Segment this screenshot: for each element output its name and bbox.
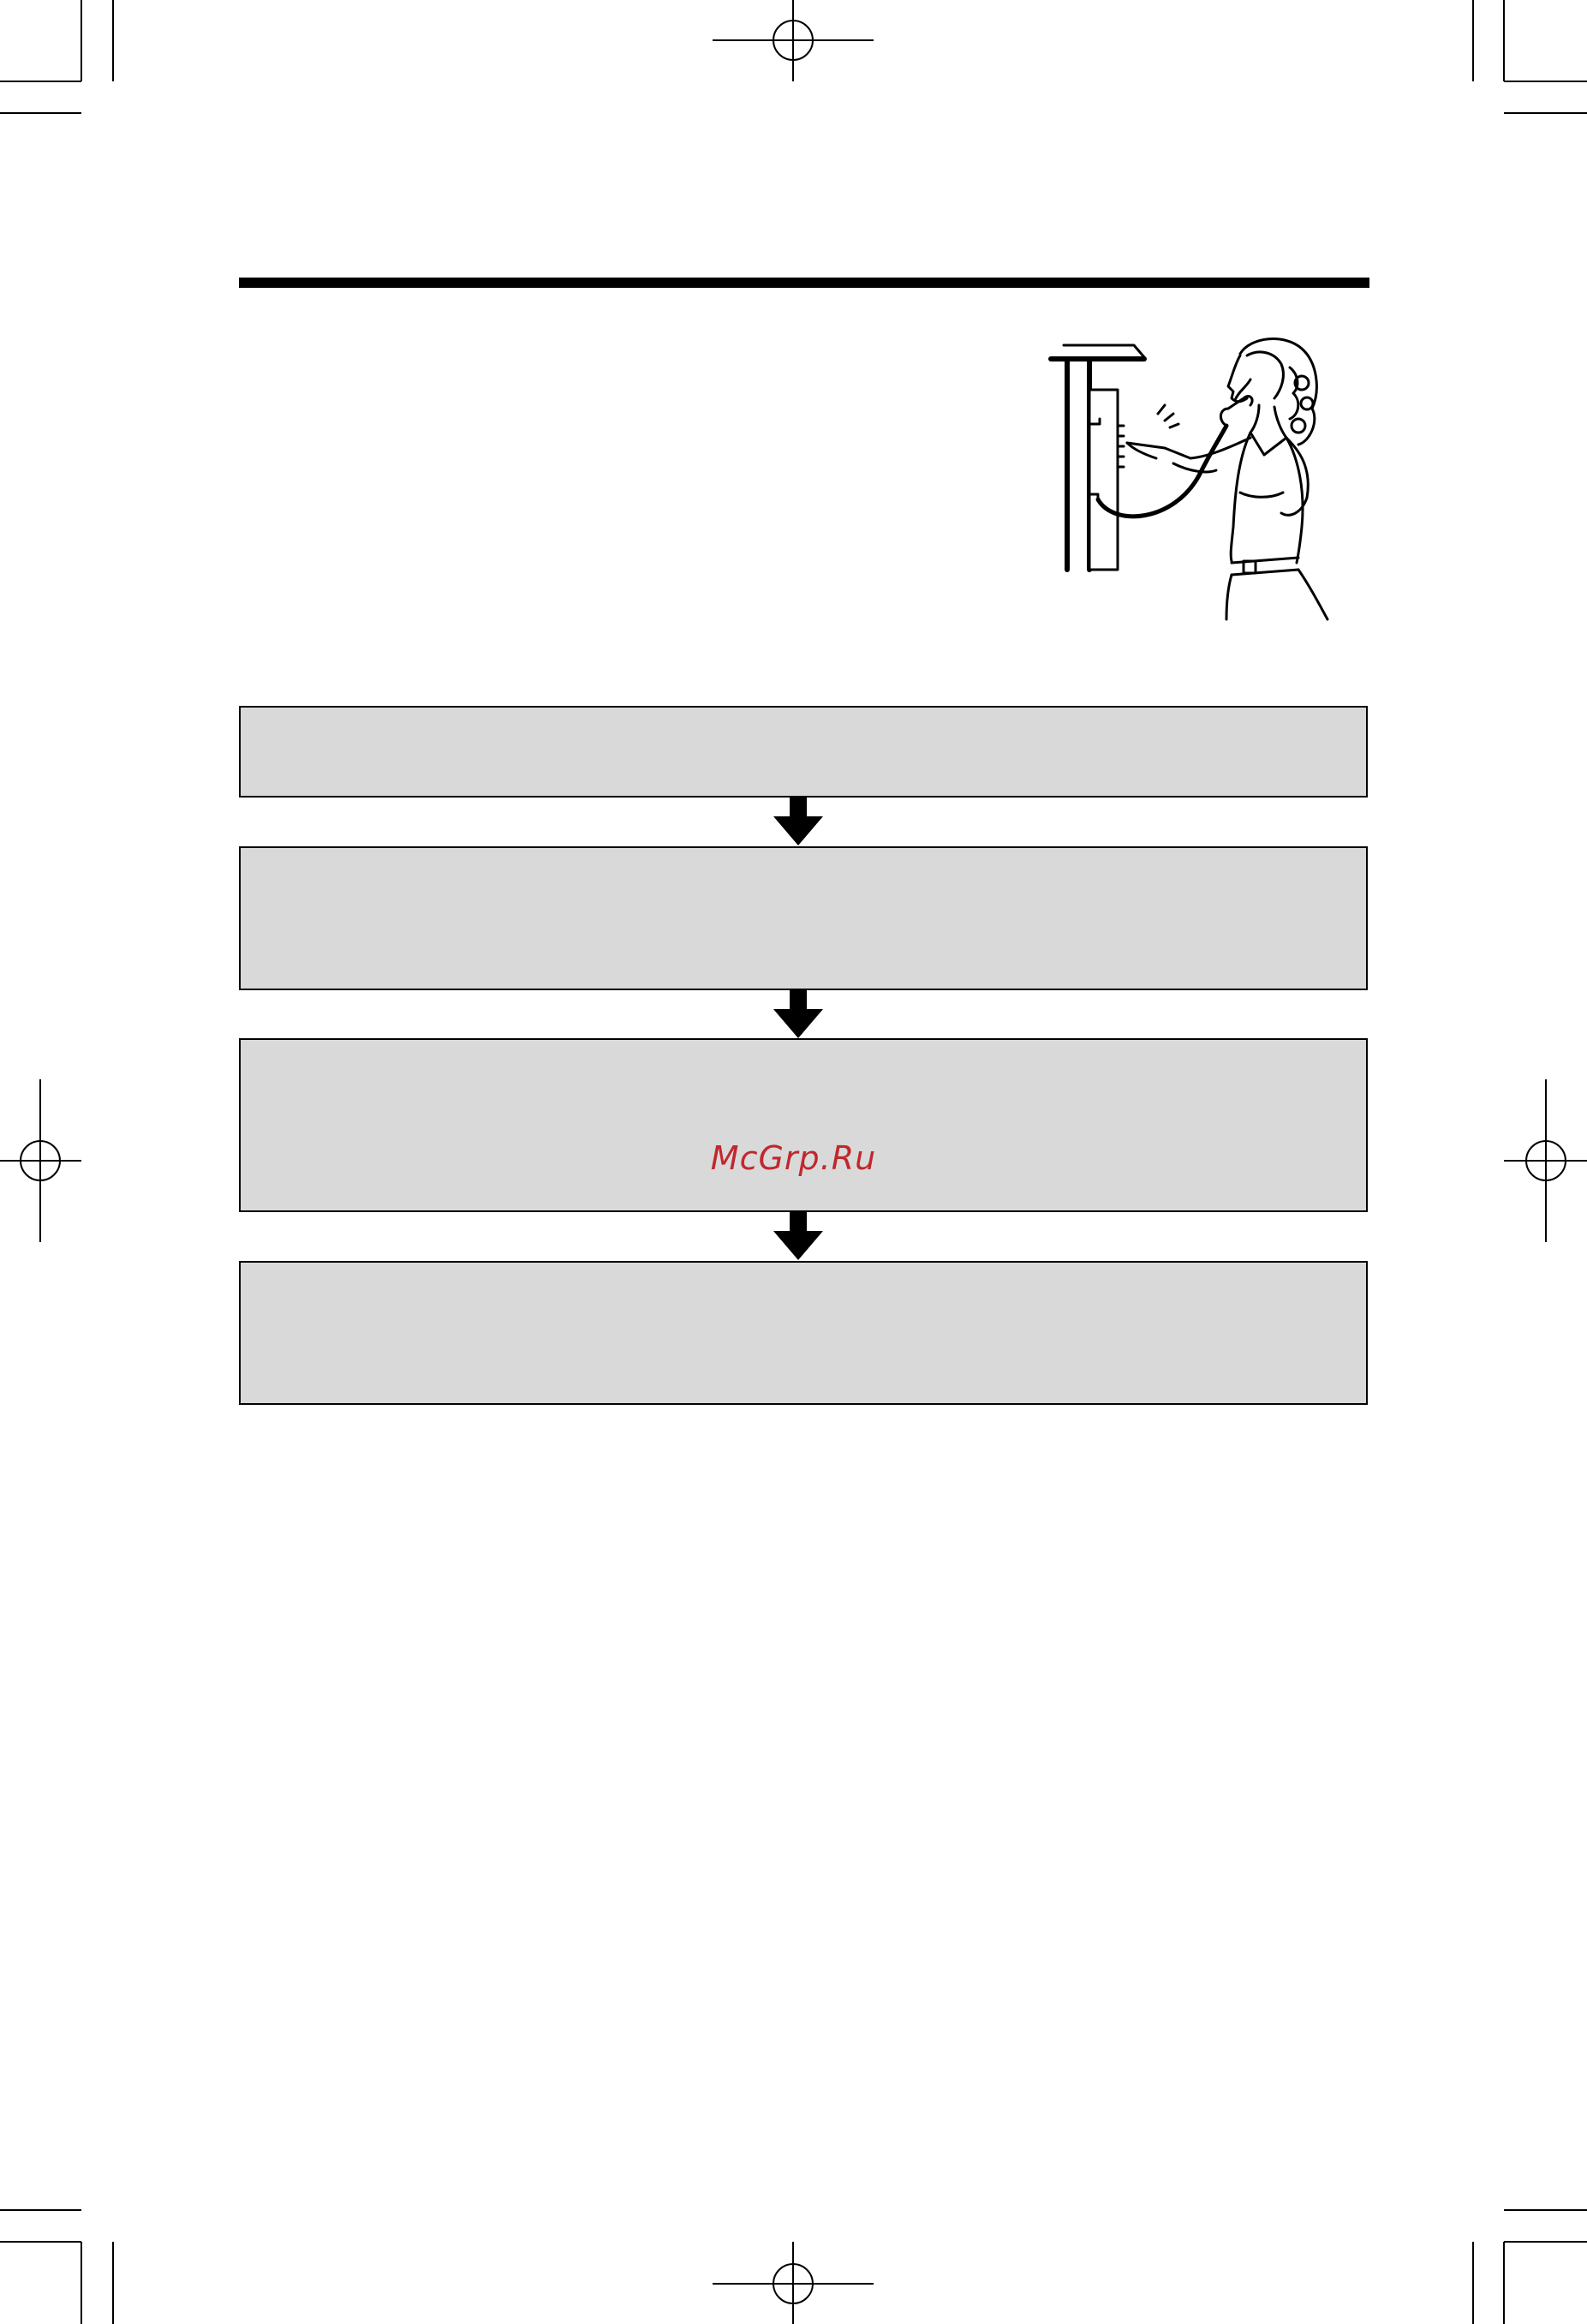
flow-step-1 xyxy=(239,706,1368,798)
flow-step-2 xyxy=(239,846,1368,990)
arrow-down-icon xyxy=(773,1212,823,1260)
arrow-down-icon xyxy=(773,990,823,1038)
flow-step-3 xyxy=(239,1038,1368,1212)
flow-step-4 xyxy=(239,1261,1368,1405)
header-rule xyxy=(239,278,1369,288)
arrow-down-icon xyxy=(773,798,823,845)
watermark: McGrp.Ru xyxy=(710,1139,877,1177)
woman-using-wall-phone-illustration xyxy=(1045,330,1346,621)
